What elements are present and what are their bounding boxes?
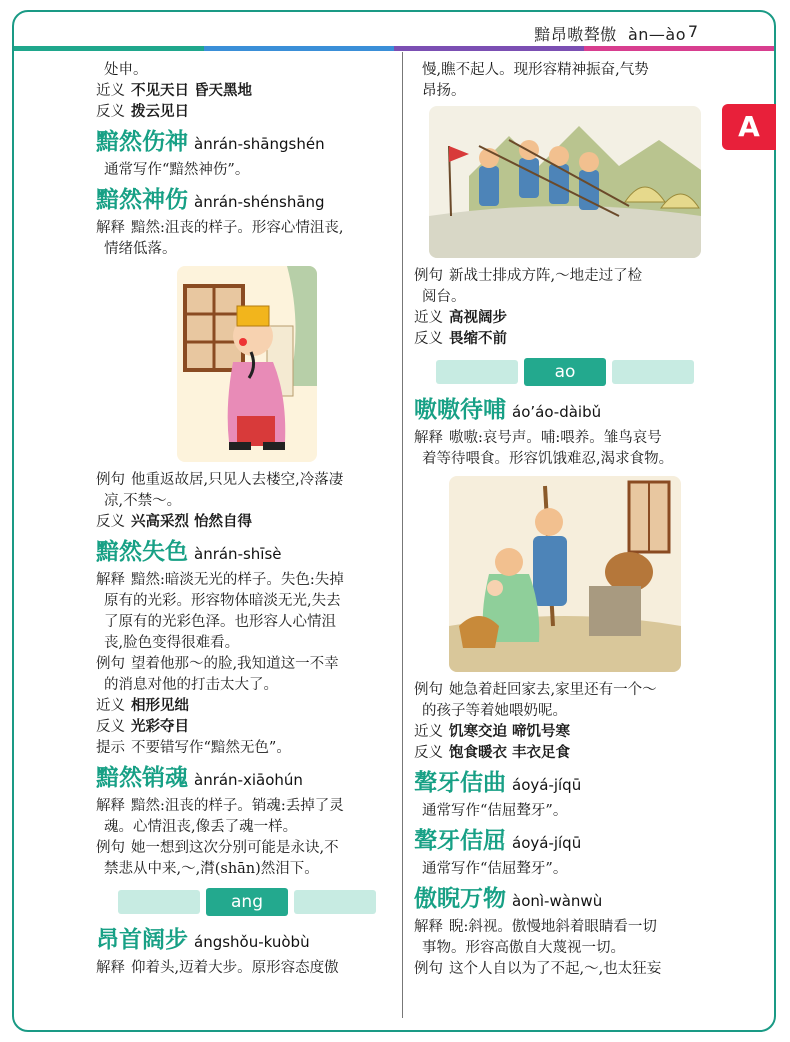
example-line: 的孩子等着她喂奶呢。 (422, 703, 567, 719)
example-line: 例句 他重返故居,只见人去楼空,冷落凄 (96, 472, 344, 488)
right-column (414, 60, 716, 980)
example-line: 例句 她一想到这次分别可能是永诀,不 (96, 840, 339, 856)
page-header (14, 12, 774, 48)
antonym-line: 反义 饱食暖衣 丰衣足食 (414, 745, 571, 761)
headword: 黯然伤神 ànrán-shāngshén (96, 128, 325, 155)
scholar-illustration (177, 266, 317, 462)
synonym-line: 近义 高视阔步 (414, 310, 507, 326)
section-label: ang (206, 888, 288, 916)
tip-line: 提示 不要错写作“黯然无色”。 (96, 740, 291, 756)
headword: 黯然神伤 ànrán-shénshāng (96, 186, 325, 213)
example-line: 例句 新战士排成方阵,～地走过了检 (414, 268, 643, 284)
usage-note: 通常写作“黯然神伤”。 (104, 162, 250, 178)
definition-line: 事物。形容高傲自大蔑视一切。 (422, 940, 625, 956)
example-line: 凉,不禁～。 (104, 493, 182, 509)
headword: 聱牙佶屈 áoyá-jíqū (414, 827, 582, 854)
page-number: 7 (687, 22, 698, 41)
header-title: 黯昂嗷聱傲 àn—ào (534, 25, 686, 44)
soldiers-illustration (429, 106, 701, 258)
synonym-line: 近义 饥寒交迫 啼饥号寒 (414, 724, 571, 740)
definition-line: 着等待喂食。形容饥饿难忍,渴求食物。 (422, 451, 674, 467)
headword: 嗷嗷待哺 áo’áo-dàibǔ (414, 396, 602, 423)
definition-line: 慢,瞧不起人。现形容精神振奋,气势 (422, 62, 649, 78)
column-divider (402, 52, 403, 1018)
left-column (96, 60, 398, 979)
definition-line: 情绪低落。 (104, 241, 177, 257)
section-divider-ao (414, 358, 716, 386)
headword: 傲睨万物 àonì-wànwù (414, 885, 603, 912)
definition-line: 解释 仰着头,迈着大步。原形容态度傲 (96, 960, 339, 976)
example-line: 阅台。 (422, 289, 466, 305)
definition-line: 解释 黯然:暗淡无光的样子。失色:失掉 (96, 572, 344, 588)
section-divider-ang (96, 888, 398, 916)
headword: 黯然失色 ànrán-shīsè (96, 538, 282, 565)
example-line: 例句 望着他那～的脸,我知道这一不幸 (96, 656, 339, 672)
mother-child-illustration (449, 476, 681, 672)
headword: 昂首阔步 ángshǒu-kuòbù (96, 926, 310, 953)
synonym-line: 近义 不见天日 昏天黑地 (96, 83, 253, 99)
definition-line: 魂。心情沮丧,像丢了魂一样。 (104, 819, 298, 835)
usage-note: 通常写作“佶屈聱牙”。 (422, 803, 568, 819)
definition-line: 解释 嗷嗷:哀号声。哺:喂养。雏鸟哀号 (414, 430, 662, 446)
header-color-bar (14, 46, 774, 51)
definition-line: 原有的光彩。形容物体暗淡无光,失去 (104, 593, 341, 609)
antonym-line: 反义 光彩夺目 (96, 719, 189, 735)
example-line: 例句 这个人自以为了不起,～,也太狂妄 (414, 961, 662, 977)
antonym-line: 反义 兴高采烈 怡然自得 (96, 514, 253, 530)
headword: 聱牙佶曲 áoyá-jíqū (414, 769, 582, 796)
letter-tab-a[interactable]: A (722, 104, 776, 150)
definition-line: 解释 黯然:沮丧的样子。形容心情沮丧, (96, 220, 344, 236)
example-line: 禁悲从中来,～,潸(shān)然泪下。 (104, 861, 319, 877)
definition-line: 昂扬。 (422, 83, 466, 99)
example-line: 的消息对他的打击太大了。 (104, 677, 278, 693)
synonym-line: 近义 相形见绌 (96, 698, 189, 714)
definition-line: 了原有的光彩色泽。也形容人心情沮 (104, 614, 336, 630)
continued-text: 处申。 (104, 62, 148, 78)
antonym-line: 反义 畏缩不前 (414, 331, 507, 347)
section-label: ao (524, 358, 606, 386)
definition-line: 解释 黯然:沮丧的样子。销魂:丢掉了灵 (96, 798, 344, 814)
usage-note: 通常写作“佶屈聱牙”。 (422, 861, 568, 877)
example-line: 例句 她急着赶回家去,家里还有一个～ (414, 682, 657, 698)
headword: 黯然销魂 ànrán-xiāohún (96, 764, 303, 791)
definition-line: 解释 睨:斜视。傲慢地斜着眼睛看一切 (414, 919, 657, 935)
antonym-line: 反义 拨云见日 (96, 104, 189, 120)
definition-line: 丧,脸色变得很难看。 (104, 635, 240, 651)
